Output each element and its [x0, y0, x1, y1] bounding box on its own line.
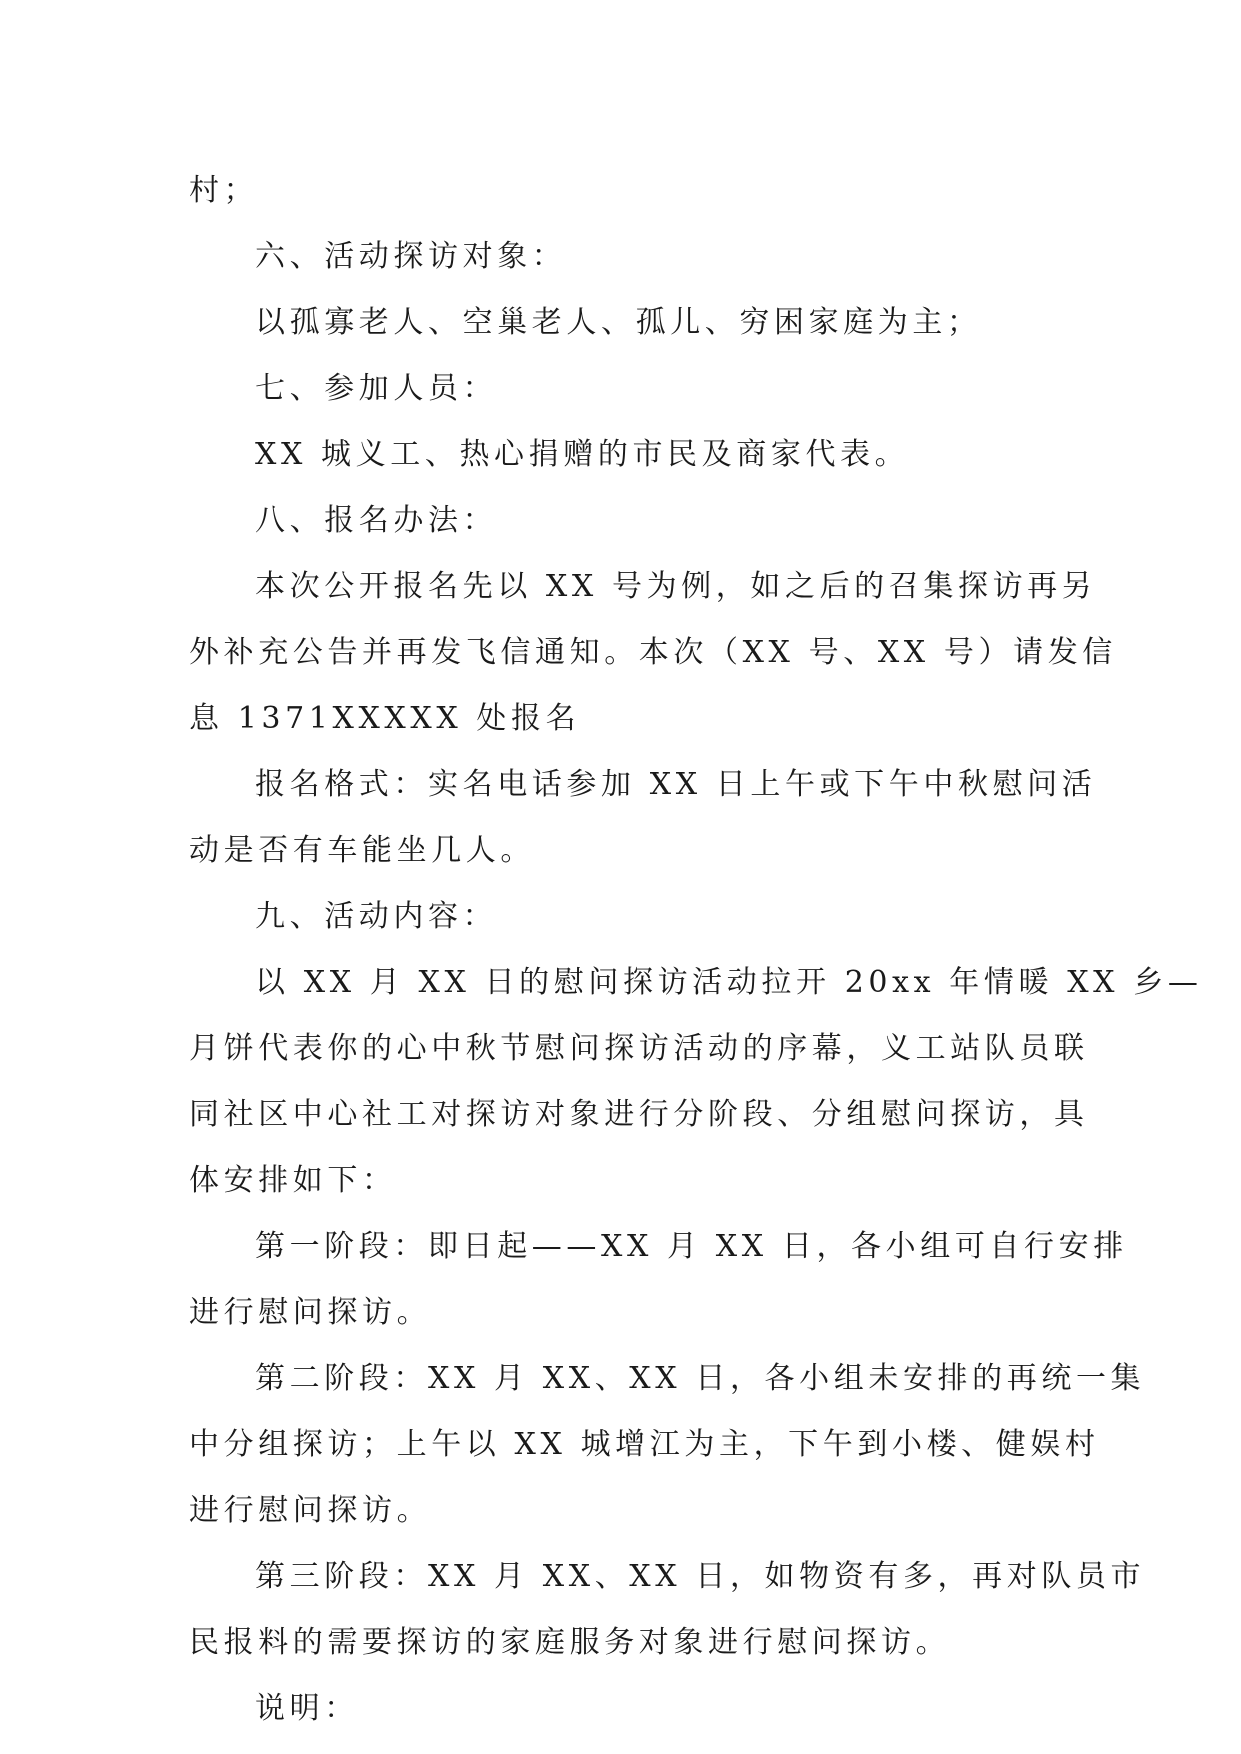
section-heading-registration: 八、报名办法：: [255, 503, 498, 538]
text-line: XX 城义工、热心捐赠的市民及商家代表。: [255, 437, 910, 472]
text-line: 体安排如下：: [189, 1163, 397, 1198]
text-line: 以 XX 月 XX 日的慰问探访活动拉开 20xx 年情暖 XX 乡—: [255, 965, 1203, 1000]
document-body: [189, 158, 1203, 1742]
text-line: 动是否有车能坐几人。: [189, 833, 535, 868]
text-line: 民报料的需要探访的家庭服务对象进行慰问探访。: [189, 1625, 951, 1660]
text-line: 本次公开报名先以 XX 号为例，如之后的召集探访再另: [255, 569, 1097, 604]
text-line: 月饼代表你的心中秋节慰问探访活动的序幕，义工站队员联: [189, 1031, 1089, 1066]
text-line: 以孤寡老人、空巢老人、孤儿、穷困家庭为主；: [255, 305, 982, 340]
text-line: 同社区中心社工对探访对象进行分阶段、分组慰问探访，具: [189, 1097, 1089, 1132]
text-line: 第二阶段：XX 月 XX、XX 日，各小组未安排的再统一集: [255, 1361, 1146, 1396]
text-line: 报名格式：实名电话参加 XX 日上午或下午中秋慰问活: [255, 767, 1097, 802]
text-line: 中分组探访；上午以 XX 城增江为主，下午到小楼、健娱村: [189, 1427, 1100, 1462]
section-heading-participants: 七、参加人员：: [255, 371, 498, 406]
section-heading-activity-content: 九、活动内容：: [255, 899, 498, 934]
text-line: 村；: [189, 173, 259, 208]
section-heading-visit-targets: 六、活动探访对象：: [255, 239, 567, 274]
text-line: 第一阶段：即日起——XX 月 XX 日，各小组可自行安排: [255, 1229, 1128, 1264]
section-heading-notes: 说明：: [255, 1691, 359, 1726]
text-line: 进行慰问探访。: [189, 1493, 432, 1528]
text-line: 外补充公告并再发飞信通知。本次（XX 号、XX 号）请发信: [189, 635, 1117, 670]
text-line: 第三阶段：XX 月 XX、XX 日，如物资有多，再对队员市: [255, 1559, 1146, 1594]
text-line: 息 1371XXXXX 处报名: [189, 701, 581, 736]
text-line: 进行慰问探访。: [189, 1295, 432, 1330]
